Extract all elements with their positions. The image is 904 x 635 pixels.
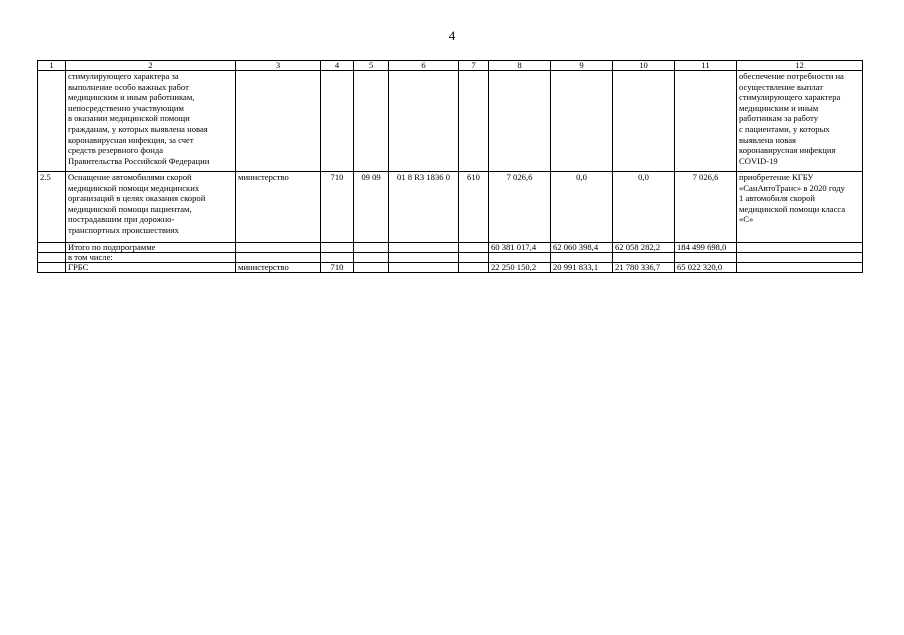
empty-cell — [459, 263, 489, 273]
expected-result — [737, 71, 863, 172]
text-line: медицинской помощи пациентам, — [68, 203, 192, 214]
empty-cell — [354, 71, 389, 172]
text-line: приобретение КГБУ — [739, 172, 814, 182]
text-line: «С» — [739, 214, 754, 225]
grbs-code-cell: 710 — [321, 172, 354, 243]
text-line: средств резервного фонда — [68, 145, 164, 156]
measure-name — [66, 172, 236, 243]
empty-cell — [354, 243, 389, 253]
grbs-label: ГРБС — [66, 263, 236, 273]
header-cell: 2 — [66, 61, 236, 71]
empty-cell — [675, 71, 737, 172]
target-code-cell: 01 8 R3 1836 0 — [389, 172, 459, 243]
text-line: выявлена новая — [739, 134, 797, 145]
empty-cell — [389, 263, 459, 273]
empty-cell — [737, 243, 863, 253]
empty-cell — [459, 253, 489, 263]
header-row — [38, 61, 863, 71]
empty-cell — [675, 253, 737, 263]
empty-cell — [613, 71, 675, 172]
table-row — [38, 71, 863, 172]
empty-cell — [38, 243, 66, 253]
text-line: медицинским и иным — [739, 102, 819, 113]
executor-cell: министерство — [236, 172, 321, 243]
empty-cell — [321, 243, 354, 253]
text-line: гражданам, у которых выявлена новая — [68, 123, 208, 134]
empty-cell — [389, 243, 459, 253]
text-line: организаций в целях оказания скорой — [68, 193, 206, 204]
empty-cell — [38, 263, 66, 273]
expected-result — [737, 172, 863, 243]
text-line: непосредственно участвующим — [68, 102, 184, 113]
total-label: Итого по подпрограмме — [66, 243, 236, 253]
header-cell: 5 — [354, 61, 389, 71]
empty-cell — [551, 253, 613, 263]
text-line: стимулирующего характера — [739, 92, 841, 103]
grbs-code-cell: 710 — [321, 263, 354, 273]
header-cell: 8 — [489, 61, 551, 71]
text-line: коронавирусная инфекция — [739, 145, 836, 156]
amount-total-cell: 7 026,6 — [675, 172, 737, 243]
section-code-cell: 09 09 — [354, 172, 389, 243]
amount-2022-cell: 21 780 336,7 — [613, 263, 675, 273]
header-cell: 3 — [236, 61, 321, 71]
text-line: Оснащение автомобилями скорой — [68, 172, 192, 182]
amount-2022-cell: 62 058 282,2 — [613, 243, 675, 253]
text-line: стимулирующего характера за — [68, 71, 179, 81]
amount-2021-cell: 62 060 398,4 — [551, 243, 613, 253]
header-cell: 12 — [737, 61, 863, 71]
including-label: в том числе: — [66, 253, 236, 263]
empty-cell — [38, 253, 66, 263]
empty-cell — [236, 253, 321, 263]
empty-cell — [236, 243, 321, 253]
header-cell: 7 — [459, 61, 489, 71]
amount-2021-cell: 20 991 833,1 — [551, 263, 613, 273]
empty-cell — [613, 253, 675, 263]
text-line: 1 автомобиля скорой — [739, 193, 816, 204]
empty-cell — [489, 253, 551, 263]
amount-2022-cell: 0,0 — [613, 172, 675, 243]
empty-cell — [321, 253, 354, 263]
text-line: Правительства Российской Федерации — [68, 155, 210, 166]
text-line: выполнение особо важных работ — [68, 81, 189, 92]
text-line: осуществление выплат — [739, 81, 823, 92]
empty-cell — [389, 71, 459, 172]
table-row-grbs — [38, 263, 863, 273]
row-number — [38, 71, 66, 172]
page-number: 4 — [448, 28, 456, 43]
empty-cell — [551, 71, 613, 172]
header-cell: 11 — [675, 61, 737, 71]
table-row-total — [38, 243, 863, 253]
empty-cell — [354, 253, 389, 263]
header-cell: 4 — [321, 61, 354, 71]
text-line: обеспечение потребности на — [739, 71, 844, 81]
amount-2020-cell: 7 026,6 — [489, 172, 551, 243]
table-row — [38, 172, 863, 243]
text-line: медицинской помощи класса — [739, 203, 846, 214]
budget-table — [37, 60, 863, 273]
header-cell: 6 — [389, 61, 459, 71]
expense-type-cell: 610 — [459, 172, 489, 243]
text-line: пострадавшим при дорожно- — [68, 214, 175, 225]
text-line: работникам за работу — [739, 113, 819, 124]
empty-cell — [737, 253, 863, 263]
empty-cell — [354, 263, 389, 273]
measure-name — [66, 71, 236, 172]
row-number: 2.5 — [38, 172, 66, 243]
empty-cell — [459, 71, 489, 172]
text-line: в оказании медицинской помощи — [68, 113, 190, 124]
header-cell: 10 — [613, 61, 675, 71]
empty-cell — [459, 243, 489, 253]
header-cell: 1 — [38, 61, 66, 71]
text-line: транспортных происшествиях — [68, 224, 179, 235]
empty-cell — [236, 71, 321, 172]
executor-cell: министерство — [236, 263, 321, 273]
header-cell: 9 — [551, 61, 613, 71]
text-line: с пациентами, у которых — [739, 123, 830, 134]
text-line: медицинским и иным работникам, — [68, 92, 195, 103]
empty-cell — [389, 253, 459, 263]
empty-cell — [321, 71, 354, 172]
amount-2020-cell: 22 250 150,2 — [489, 263, 551, 273]
text-line: медицинской помощи медицинских — [68, 182, 200, 193]
text-line: «СанАвтоТранс» в 2020 году — [739, 182, 845, 193]
table-row-including — [38, 253, 863, 263]
empty-cell — [737, 263, 863, 273]
amount-total-cell: 65 022 320,0 — [675, 263, 737, 273]
amount-2020-cell: 60 381 017,4 — [489, 243, 551, 253]
empty-cell — [489, 71, 551, 172]
text-line: COVID-19 — [739, 155, 778, 166]
text-line: коронавирусная инфекция, за счет — [68, 134, 194, 145]
amount-total-cell: 184 499 698,0 — [675, 243, 737, 253]
amount-2021-cell: 0,0 — [551, 172, 613, 243]
